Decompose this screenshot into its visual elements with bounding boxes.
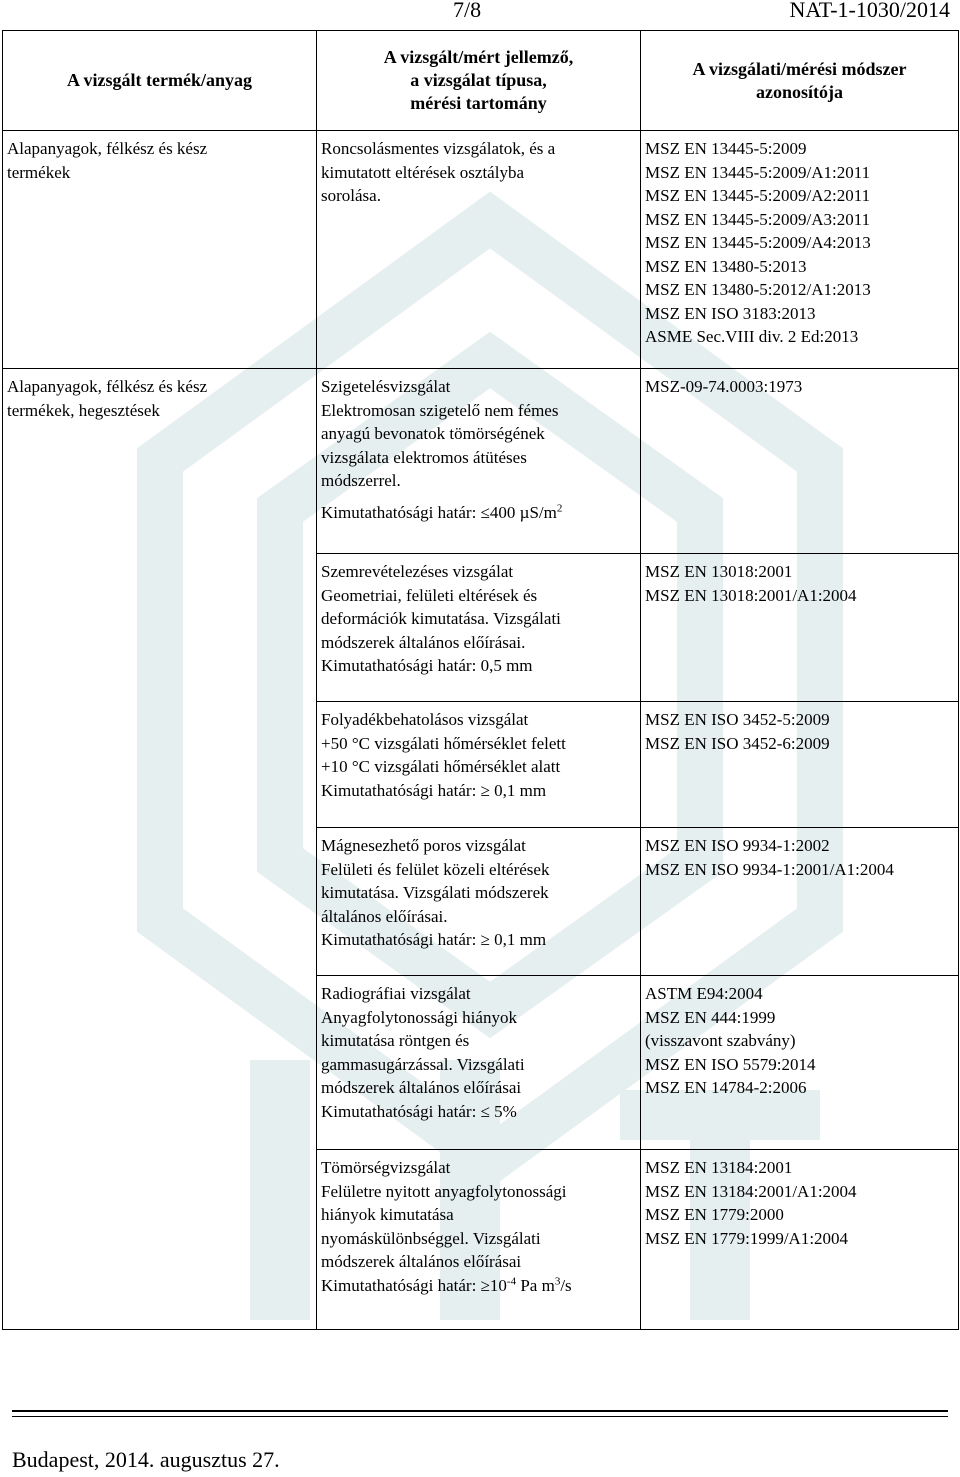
detection-limit: Kimutathatósági határ: $\ge 10^{-4}$ Pa $m^3/s$	[321, 1274, 572, 1295]
test-cell: Mágnesezhető poros vizsgálat Felületi és felület közeli eltérések kimutatása. Vizsgálati módszerek általános előírásai. Kimutathatósági határ: ≥ 0,1 mm	[317, 828, 641, 976]
header-test: A vizsgált/mért jellemző, a vizsgálat típusa, mérési tartomány	[317, 31, 641, 131]
method-cell: MSZ EN ISO 3452-5:2009 MSZ EN ISO 3452-6:2009	[641, 702, 959, 828]
footer-place-date: Budapest, 2014. augusztus 27.	[12, 1447, 280, 1472]
method-cell: MSZ EN 13445-5:2009 MSZ EN 13445-5:2009/A1:2011 MSZ EN 13445-5:2009/A2:2011 MSZ EN 13445-5:2009/A3:2011 MSZ EN 13445-5:2009/A4:2013 MSZ EN 13480-5:2013 MSZ EN 13480-5:2012/A1:2013 MSZ EN ISO 3183:2013 ASME Sec.VIII div. 2 Ed:2013	[641, 131, 959, 369]
product-cell: Alapanyagok, félkész és kész termékek	[3, 131, 317, 369]
test-cell: Roncsolásmentes vizsgálatok, és a kimutatott eltérések osztályba sorolása.	[317, 131, 641, 369]
page-header	[0, 0, 960, 30]
accreditation-table	[2, 30, 959, 1330]
footer-divider	[12, 1410, 948, 1412]
test-cell: Tömörségvizsgálat Felületre nyitott anyagfolytonossági hiányok kimutatása nyomáskülönbséggel. Vizsgálati módszerek általános előírásai Kimutathatósági határ: $\ge 10^{-4}$ Pa $m^3/s$	[317, 1150, 641, 1330]
page-number: 7/8	[453, 0, 482, 22]
table-row	[3, 131, 959, 369]
header-method: A vizsgálati/mérési módszer azonosítója	[641, 31, 959, 131]
header-product: A vizsgált termék/anyag	[3, 31, 317, 131]
product-cell: Alapanyagok, félkész és kész termékek, hegesztések	[3, 369, 317, 1330]
method-cell: MSZ EN ISO 9934-1:2002 MSZ EN ISO 9934-1:2001/A1:2004	[641, 828, 959, 976]
method-cell: MSZ EN 13184:2001 MSZ EN 13184:2001/A1:2004 MSZ EN 1779:2000 MSZ EN 1779:1999/A1:2004	[641, 1150, 959, 1330]
detection-limit: Kimutathatósági határ: ≤400 $\mu S/m^2$	[321, 501, 563, 522]
table-header-row	[3, 31, 959, 131]
method-cell: MSZ-09-74.0003:1973	[641, 369, 959, 554]
document-id: NAT-1-1030/2014	[789, 0, 950, 22]
method-cell: ASTM E94:2004 MSZ EN 444:1999 (visszavont szabvány) MSZ EN ISO 5579:2014 MSZ EN 14784-2:2006	[641, 976, 959, 1150]
test-cell: Folyadékbehatolásos vizsgálat +50 °C vizsgálati hőmérséklet felett +10 °C vizsgálati hőmérséklet alatt Kimutathatósági határ: ≥ 0,1 mm	[317, 702, 641, 828]
test-cell: Szigetelésvizsgálat Elektromosan szigetelő nem fémes anyagú bevonatok tömörségének vizsgálata elektromos átütéses módszerrel. Kimutathatósági határ: ≤400 $\mu S/m^2$	[317, 369, 641, 554]
test-cell: Szemrevételezéses vizsgálat Geometriai, felületi eltérések és deformációk kimutatása. Vizsgálati módszerek általános előírásai. Kimutathatósági határ: 0,5 mm	[317, 554, 641, 702]
table-row	[3, 369, 959, 554]
method-cell: MSZ EN 13018:2001 MSZ EN 13018:2001/A1:2004	[641, 554, 959, 702]
test-cell: Radiográfiai vizsgálat Anyagfolytonossági hiányok kimutatása röntgen és gammasugárzással. Vizsgálati módszerek általános előírásai Kimutathatósági határ: ≤ 5%	[317, 976, 641, 1150]
footer-divider-thin	[12, 1416, 948, 1417]
